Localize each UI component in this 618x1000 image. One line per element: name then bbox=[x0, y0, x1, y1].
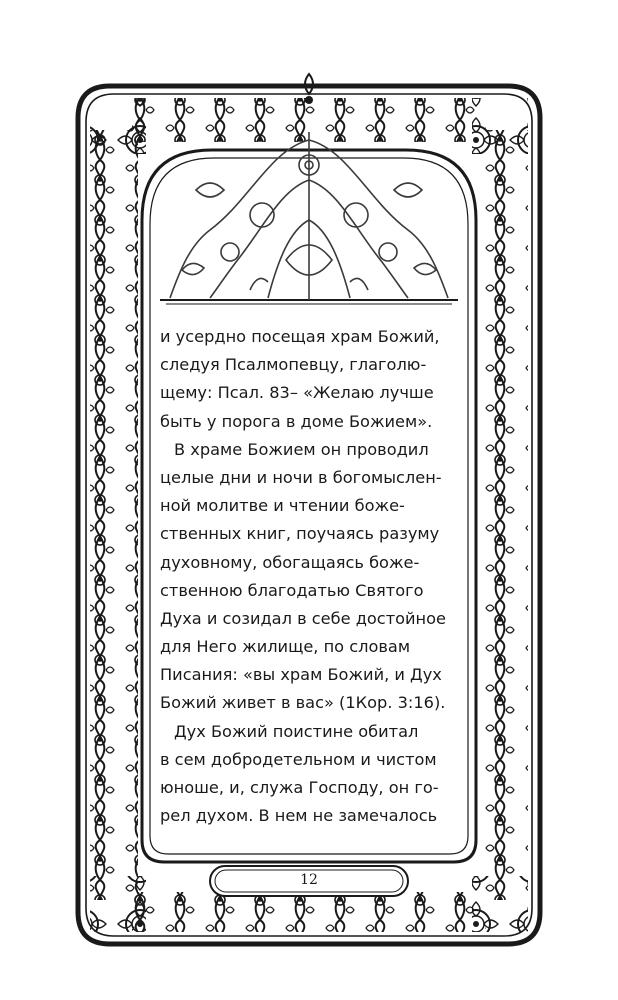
text-line: В храме Божием он проводил bbox=[174, 439, 429, 459]
text-line: в сем добродетельном и чистом bbox=[160, 749, 437, 769]
page-number: 12 bbox=[300, 872, 318, 888]
text-line: Божий живет в вас» (1Кор. 3:16). bbox=[160, 693, 446, 713]
text-line: Писания: «вы храм Божий, и Дух bbox=[160, 665, 442, 685]
text-line: ной молитве и чтении боже- bbox=[160, 496, 405, 516]
text-line: духовному, обогащаясь боже- bbox=[160, 552, 420, 572]
text-line: рел духом. В нем не замечалось bbox=[160, 806, 438, 826]
text-line: щему: Псал. 83– «Желаю лучше bbox=[160, 383, 434, 403]
text-line: быть у порога в доме Божием». bbox=[160, 411, 433, 431]
text-line: ственных книг, поучаясь разуму bbox=[160, 524, 440, 544]
text-line: следуя Псалмопевцу, глаголю- bbox=[160, 355, 427, 375]
text-line: юноше, и, служа Господу, он го- bbox=[160, 778, 439, 797]
text-line: ственною благодатью Святого bbox=[160, 580, 424, 600]
text-line: и усердно посещая храм Божий, bbox=[160, 327, 440, 346]
text-line: целые дни и ночи в богомыслен- bbox=[160, 467, 442, 487]
text-line: Дух Божий поистине обитал bbox=[174, 721, 419, 741]
text-line: Духа и созидал в себе достойное bbox=[160, 608, 447, 628]
body-text bbox=[160, 323, 460, 830]
text-line: для Него жилище, по словам bbox=[160, 637, 411, 657]
